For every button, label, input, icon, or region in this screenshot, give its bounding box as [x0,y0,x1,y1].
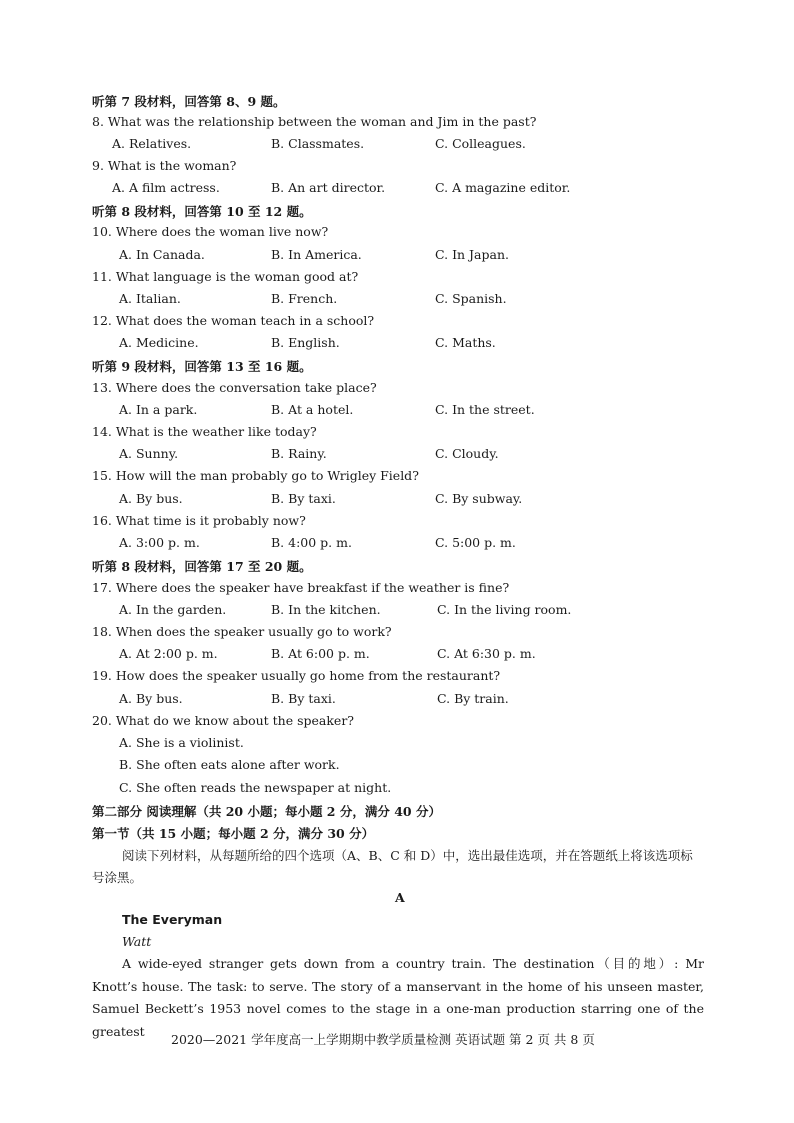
question-10: 10. Where does the woman live now? [92,224,329,239]
section-heading: 第一节（共 15 小题；每小题 2 分，满分 30 分） [92,826,375,841]
question-18-option-a: A. At 2:00 p. m. [119,646,218,661]
question-17-option-a: A. In the garden. [119,602,227,617]
question-14: 14. What is the weather like today? [92,424,317,439]
question-16-option-b: B. 4:00 p. m. [271,535,352,550]
passage-text: A wide-eyed stranger gets down from a country train. The destination（目的地）: Mr Knott’s house. The task: to serve. The story of a manservant in the home of his unseen master, Samuel Beckett’s 1953 novel comes to the stage in a one-man production starring one of the greatest [92,956,704,1039]
question-16: 16. What time is it probably now? [92,513,306,528]
question-10-option-c: C. In Japan. [435,247,509,262]
question-13-option-a: A. In a park. [119,402,198,417]
question-15-option-a: A. By bus. [119,491,183,506]
question-12-option-c: C. Maths. [435,335,496,350]
question-8-option-a: A. Relatives. [112,136,192,151]
instruction-text-continued: 号涂黑。 [92,870,143,885]
question-20-option-b: B. She often eats alone after work. [119,757,340,772]
listening-section-header: 听第 9 段材料，回答第 13 至 16 题。 [92,359,312,374]
question-15-option-b: B. By taxi. [271,491,336,506]
article-subtitle: Watt [122,934,152,949]
question-20: 20. What do we know about the speaker? [92,713,355,728]
question-18-option-c: C. At 6:30 p. m. [437,646,536,661]
question-18-option-b: B. At 6:00 p. m. [271,646,370,661]
question-19-option-a: A. By bus. [119,691,183,706]
part-heading: 第二部分 阅读理解（共 20 小题；每小题 2 分，满分 40 分） [92,804,441,819]
question-9-option-c: C. A magazine editor. [435,180,571,195]
question-10-option-b: B. In America. [271,247,362,262]
question-12-option-a: A. Medicine. [119,335,199,350]
question-11-option-b: B. French. [271,291,338,306]
question-9-option-b: B. An art director. [271,180,386,195]
question-14-option-b: B. Rainy. [271,446,327,461]
question-9-option-a: A. A film actress. [112,180,220,195]
question-16-option-c: C. 5:00 p. m. [435,535,516,550]
question-13-option-c: C. In the street. [435,402,535,417]
question-17: 17. Where does the speaker have breakfast if the weather is fine? [92,580,510,595]
question-12-option-b: B. English. [271,335,340,350]
question-14-option-a: A. Sunny. [119,446,179,461]
question-8-option-c: C. Colleagues. [435,136,526,151]
question-14-option-c: C. Cloudy. [435,446,499,461]
question-11: 11. What language is the woman good at? [92,269,359,284]
listening-section-header: 听第 7 段材料，回答第 8、9 题。 [92,94,286,109]
question-17-option-b: B. In the kitchen. [271,602,381,617]
question-20-option-a: A. She is a violinist. [119,735,244,750]
question-15-option-c: C. By subway. [435,491,523,506]
passage-label: A [395,890,405,905]
question-13: 13. Where does the conversation take place? [92,380,377,395]
instruction-text: 阅读下列材料，从每题所给的四个选项（A、B、C 和 D）中，选出最佳选项，并在答题纸上将该选项标 [122,848,693,863]
listening-section-header: 听第 8 段材料，回答第 10 至 12 题。 [92,204,312,219]
page-footer: 2020—2021 学年度高一上学期期中教学质量检测 英语试题 第 2 页 共 8 页 [171,1032,595,1047]
article-title: The Everyman [122,912,223,927]
question-11-option-a: A. Italian. [119,291,181,306]
question-20-option-c: C. She often reads the newspaper at night. [119,780,392,795]
question-15: 15. How will the man probably go to Wrigley Field? [92,468,419,483]
question-8-option-b: B. Classmates. [271,136,365,151]
question-9: 9. What is the woman? [92,158,237,173]
question-16-option-a: A. 3:00 p. m. [119,535,200,550]
question-19: 19. How does the speaker usually go home from the restaurant? [92,668,501,683]
question-10-option-a: A. In Canada. [119,247,205,262]
listening-section-header: 听第 8 段材料，回答第 17 至 20 题。 [92,559,312,574]
question-18: 18. When does the speaker usually go to work? [92,624,392,639]
question-12: 12. What does the woman teach in a school? [92,313,375,328]
question-19-option-b: B. By taxi. [271,691,336,706]
question-19-option-c: C. By train. [437,691,509,706]
question-13-option-b: B. At a hotel. [271,402,354,417]
question-11-option-c: C. Spanish. [435,291,507,306]
question-8: 8. What was the relationship between the woman and Jim in the past? [92,114,537,129]
question-17-option-c: C. In the living room. [437,602,572,617]
